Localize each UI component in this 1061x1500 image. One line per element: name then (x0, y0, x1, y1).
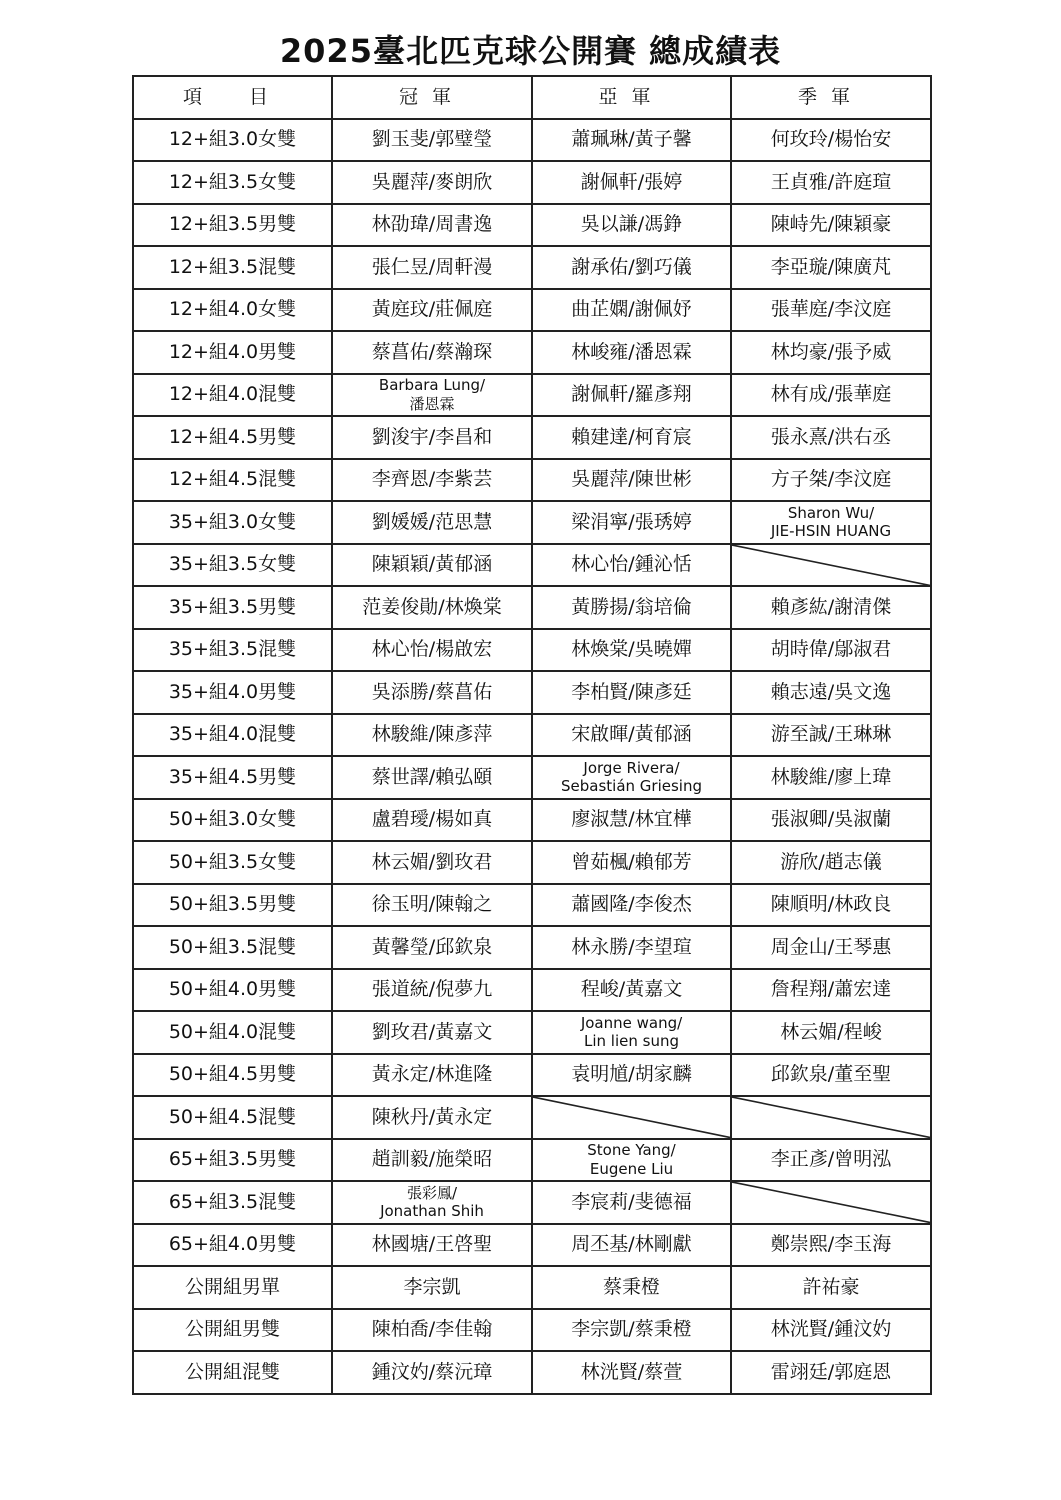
third-cell (731, 501, 931, 544)
event-cell: 65+組4.0男雙 (133, 1224, 332, 1267)
event-cell: 公開組男單 (133, 1266, 332, 1309)
champion-cell: 吳添勝/蔡菖佑 (332, 671, 532, 714)
champion-cell: 林國塘/王啓聖 (332, 1224, 532, 1267)
event-cell: 12+組4.5男雙 (133, 416, 332, 459)
runner-up-cell: 蕭國隆/李俊杰 (532, 884, 731, 927)
third-cell: 陳順明/林政良 (731, 884, 931, 927)
table-row (133, 246, 931, 289)
table-header-row (133, 76, 931, 119)
empty-slash-line (533, 1097, 730, 1138)
table-row (133, 969, 931, 1012)
third-cell: 游至誠/王琳琳 (731, 714, 931, 757)
cell-text-line: Stone Yang/ (587, 1141, 676, 1159)
table-row (133, 374, 931, 417)
runner-up-cell: 曲芷嫻/謝佩妤 (532, 289, 731, 332)
third-cell: 張華庭/李汶庭 (731, 289, 931, 332)
runner-up-cell: 袁明馗/胡家麟 (532, 1054, 731, 1097)
cell-text-line: Joanne wang/ (580, 1013, 683, 1032)
third-cell: 邱欽泉/董至聖 (731, 1054, 931, 1097)
table-row (133, 161, 931, 204)
event-cell: 12+組3.5女雙 (133, 161, 332, 204)
event-cell: 35+組3.5男雙 (133, 586, 332, 629)
table-row (133, 416, 931, 459)
runner-up-cell: 蔡秉橙 (532, 1266, 731, 1309)
runner-up-cell: 廖淑慧/林宜樺 (532, 799, 731, 842)
runner-up-cell: 林心怡/鍾沁恬 (532, 544, 731, 587)
third-cell: 林均豪/張予威 (731, 331, 931, 374)
champion-cell (332, 374, 532, 417)
champion-cell: 林云媚/劉玫君 (332, 841, 532, 884)
table-row (133, 926, 931, 969)
third-cell: 林駿維/廖上瑋 (731, 756, 931, 799)
cell-text-line: Lin lien sung (584, 1032, 679, 1051)
cell-text-line: 潘恩霖 (409, 394, 455, 413)
champion-cell: 陳秋丹/黃永定 (332, 1096, 532, 1139)
table-row (133, 799, 931, 842)
third-cell: 李正彥/曾明泓 (731, 1139, 931, 1182)
event-cell: 12+組4.0女雙 (133, 289, 332, 332)
header-event: 項 目 (133, 76, 332, 119)
third-cell: 許祐豪 (731, 1266, 931, 1309)
champion-cell: 劉玫君/黃嘉文 (332, 1011, 532, 1054)
cell-text-line: Sebastián Griesing (561, 777, 702, 796)
third-cell-empty (731, 544, 931, 587)
cell-text-line: Jonathan Shih (380, 1202, 484, 1221)
runner-up-cell (532, 756, 731, 799)
champion-cell: 黃永定/林進隆 (332, 1054, 532, 1097)
champion-cell: 李齊恩/李紫芸 (332, 459, 532, 502)
event-cell: 12+組4.0男雙 (133, 331, 332, 374)
champion-cell: 劉玉斐/郭璧瑩 (332, 119, 532, 162)
champion-cell: 林駿維/陳彥萍 (332, 714, 532, 757)
third-cell-empty (731, 1181, 931, 1224)
event-cell: 65+組3.5男雙 (133, 1139, 332, 1182)
third-cell: 方子桀/李汶庭 (731, 459, 931, 502)
table-row (133, 714, 931, 757)
event-cell: 50+組4.5混雙 (133, 1096, 332, 1139)
table-row (133, 1096, 931, 1139)
page-title: 2025臺北匹克球公開賽 總成績表 (279, 32, 782, 70)
event-cell: 35+組4.0混雙 (133, 714, 332, 757)
table-row (133, 459, 931, 502)
champion-cell: 黃庭玟/莊佩庭 (332, 289, 532, 332)
champion-cell: 盧碧璦/楊如真 (332, 799, 532, 842)
champion-cell: 陳穎穎/黃郁涵 (332, 544, 532, 587)
champion-cell: 林心怡/楊啟宏 (332, 629, 532, 672)
event-cell: 12+組4.0混雙 (133, 374, 332, 417)
third-cell: 陳峙先/陳穎豪 (731, 204, 931, 247)
champion-cell: 黃馨瑩/邱欽泉 (332, 926, 532, 969)
third-cell: 游欣/趙志儀 (731, 841, 931, 884)
event-cell: 公開組男雙 (133, 1309, 332, 1352)
event-cell: 50+組4.0男雙 (133, 969, 332, 1012)
cell-text-line: JIE-HSIN HUANG (770, 522, 892, 541)
champion-cell: 李宗凱 (332, 1266, 532, 1309)
header-champion: 冠軍 (332, 76, 532, 119)
table-row (133, 1351, 931, 1394)
table-row (133, 501, 931, 544)
runner-up-cell: 李柏賢/陳彥廷 (532, 671, 731, 714)
runner-up-cell: 林永勝/李望瑄 (532, 926, 731, 969)
third-cell: 林有成/張華庭 (731, 374, 931, 417)
champion-cell: 蔡世譯/賴弘頤 (332, 756, 532, 799)
event-cell: 50+組3.5男雙 (133, 884, 332, 927)
runner-up-cell: 吳麗萍/陳世彬 (532, 459, 731, 502)
cell-text-line: 張彩鳳/ (406, 1183, 458, 1202)
table-row (133, 586, 931, 629)
third-cell: 鄭崇熙/李玉海 (731, 1224, 931, 1267)
event-cell: 35+組3.5女雙 (133, 544, 332, 587)
table-row (133, 544, 931, 587)
table-row (133, 629, 931, 672)
event-cell: 12+組4.5混雙 (133, 459, 332, 502)
runner-up-cell: 吳以謙/馮錚 (532, 204, 731, 247)
table-row (133, 1266, 931, 1309)
runner-up-cell: 周丕基/林剛獻 (532, 1224, 731, 1267)
third-cell: 李亞璇/陳廣芃 (731, 246, 931, 289)
champion-cell: 徐玉明/陳翰之 (332, 884, 532, 927)
champion-cell (332, 1181, 532, 1224)
event-cell: 35+組3.0女雙 (133, 501, 332, 544)
runner-up-cell (532, 1011, 731, 1054)
results-table (132, 75, 932, 1395)
runner-up-cell: 林峻雍/潘恩霖 (532, 331, 731, 374)
table-row (133, 671, 931, 714)
third-cell: 雷翊廷/郭庭恩 (731, 1351, 931, 1394)
event-cell: 50+組3.5混雙 (133, 926, 332, 969)
champion-cell: 陳柏喬/李佳翰 (332, 1309, 532, 1352)
runner-up-cell: 謝佩軒/羅彥翔 (532, 374, 731, 417)
empty-slash-line (732, 1182, 930, 1223)
event-cell: 50+組4.0混雙 (133, 1011, 332, 1054)
event-cell: 12+組3.5男雙 (133, 204, 332, 247)
runner-up-cell: 林洸賢/蔡萱 (532, 1351, 731, 1394)
event-cell: 35+組3.5混雙 (133, 629, 332, 672)
header-runner-up: 亞軍 (532, 76, 731, 119)
runner-up-cell: 謝承佑/劉巧儀 (532, 246, 731, 289)
event-cell: 12+組3.0女雙 (133, 119, 332, 162)
champion-cell: 劉浚宇/李昌和 (332, 416, 532, 459)
third-cell: 何玫玲/楊怡安 (731, 119, 931, 162)
third-cell-empty (731, 1096, 931, 1139)
table-row (133, 204, 931, 247)
third-cell: 張淑卿/吳淑蘭 (731, 799, 931, 842)
runner-up-cell: 謝佩軒/張婷 (532, 161, 731, 204)
event-cell: 50+組4.5男雙 (133, 1054, 332, 1097)
cell-text-line: Jorge Rivera/ (583, 758, 680, 777)
champion-cell: 張道統/倪夢九 (332, 969, 532, 1012)
third-cell: 胡時偉/鄔淑君 (731, 629, 931, 672)
table-row (133, 756, 931, 799)
third-cell: 賴彥紘/謝清傑 (731, 586, 931, 629)
champion-cell: 劉媛媛/范思慧 (332, 501, 532, 544)
runner-up-cell (532, 1139, 731, 1182)
event-cell: 公開組混雙 (133, 1351, 332, 1394)
runner-up-cell: 曾茹楓/賴郁芳 (532, 841, 731, 884)
event-cell: 50+組3.0女雙 (133, 799, 332, 842)
third-cell: 賴志遠/吳文逸 (731, 671, 931, 714)
runner-up-cell: 蕭珮琳/黃子馨 (532, 119, 731, 162)
champion-cell: 林劭瑋/周書逸 (332, 204, 532, 247)
third-cell: 林云媚/程峻 (731, 1011, 931, 1054)
champion-cell: 吳麗萍/麥朗欣 (332, 161, 532, 204)
table-row (133, 1309, 931, 1352)
runner-up-cell: 李宸莉/斐德福 (532, 1181, 731, 1224)
event-cell: 65+組3.5混雙 (133, 1181, 332, 1224)
event-cell: 35+組4.5男雙 (133, 756, 332, 799)
champion-cell: 蔡菖佑/蔡瀚琛 (332, 331, 532, 374)
event-cell: 50+組3.5女雙 (133, 841, 332, 884)
table-row (133, 1011, 931, 1054)
cell-text-line: Eugene Liu (589, 1159, 674, 1178)
runner-up-cell: 梁涓寧/張琇婷 (532, 501, 731, 544)
runner-up-cell: 李宗凱/蔡秉橙 (532, 1309, 731, 1352)
runner-up-cell-empty (532, 1096, 731, 1139)
table-row (133, 884, 931, 927)
third-cell: 林洸賢/鍾汶妁 (731, 1309, 931, 1352)
champion-cell: 張仁昱/周軒漫 (332, 246, 532, 289)
runner-up-cell: 賴建達/柯育宸 (532, 416, 731, 459)
header-third: 季軍 (731, 76, 931, 119)
table-row (133, 1224, 931, 1267)
cell-text-line: Barbara Lung/ (378, 376, 486, 394)
event-cell: 12+組3.5混雙 (133, 246, 332, 289)
event-cell: 35+組4.0男雙 (133, 671, 332, 714)
empty-slash-line (732, 1097, 930, 1138)
cell-text-line: Sharon Wu/ (787, 503, 875, 522)
table-row (133, 1054, 931, 1097)
table-row (133, 289, 931, 332)
table-body (133, 119, 931, 1394)
table-row (133, 1139, 931, 1182)
third-cell: 張永熹/洪右丞 (731, 416, 931, 459)
table-row (133, 841, 931, 884)
table-row (133, 331, 931, 374)
third-cell: 王貞雅/許庭瑄 (731, 161, 931, 204)
third-cell: 周金山/王琴惠 (731, 926, 931, 969)
empty-slash-line (732, 545, 930, 586)
table-row (133, 119, 931, 162)
runner-up-cell: 黃勝揚/翁培倫 (532, 586, 731, 629)
champion-cell: 趙訓毅/施榮昭 (332, 1139, 532, 1182)
runner-up-cell: 宋啟暉/黃郁涵 (532, 714, 731, 757)
champion-cell: 范姜俊勛/林煥棠 (332, 586, 532, 629)
table-row (133, 1181, 931, 1224)
third-cell: 詹程翔/蕭宏達 (731, 969, 931, 1012)
champion-cell: 鍾汶妁/蔡沅璋 (332, 1351, 532, 1394)
runner-up-cell: 程峻/黃嘉文 (532, 969, 731, 1012)
runner-up-cell: 林煥棠/吳曉嬋 (532, 629, 731, 672)
